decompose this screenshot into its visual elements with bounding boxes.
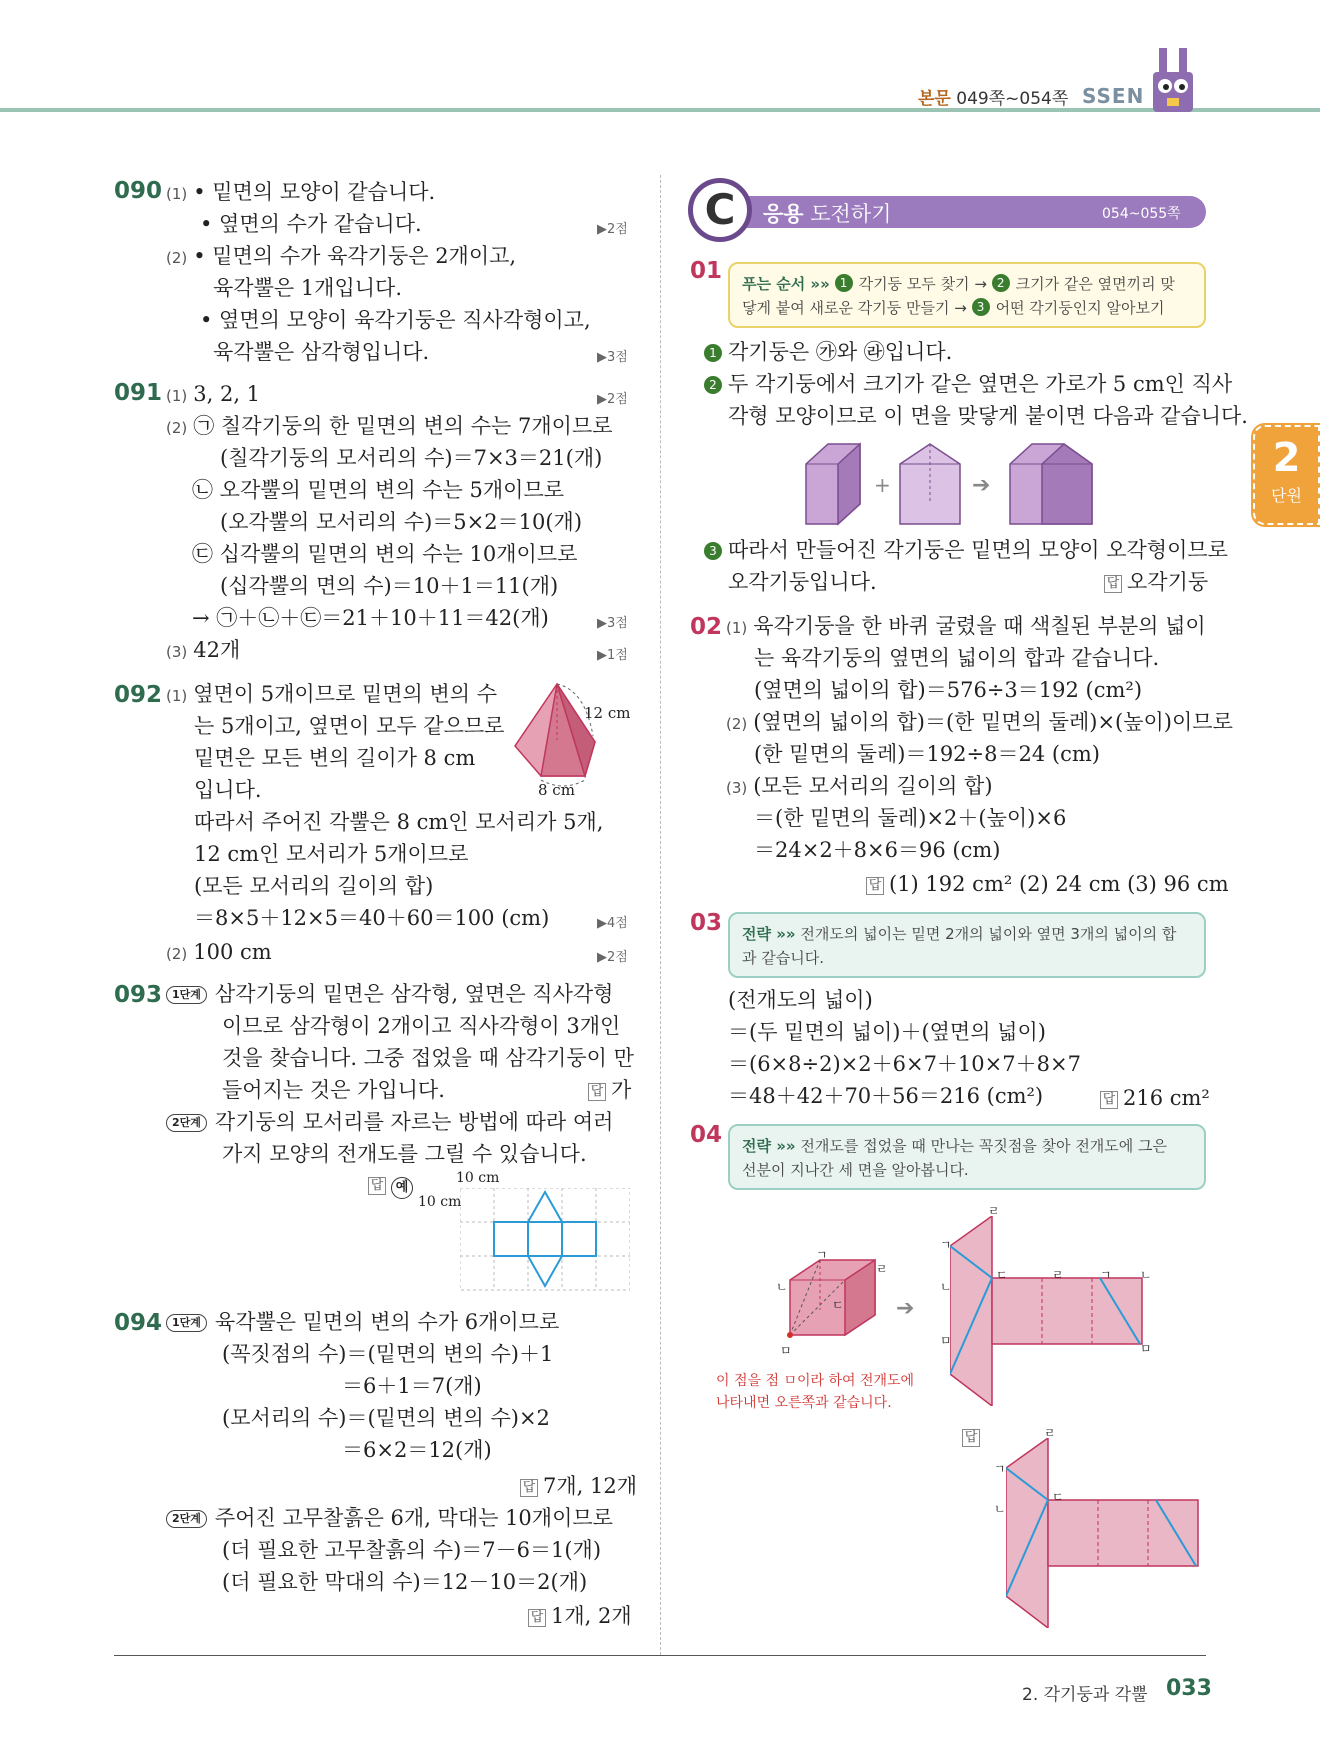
- q02-line8: ＝24×2＋8×6＝96 (cm): [754, 838, 1001, 862]
- cube-label-2: ㄴ: [776, 1280, 788, 1294]
- q03-line3: ＝(6×8÷2)×2＋6×7＋10×7＋8×7: [728, 1052, 1081, 1076]
- q094-answer1: 답 7개, 12개: [520, 1470, 637, 1502]
- q02-sub1: (1) 육각기둥을 한 바퀴 굴렸을 때 색칠된 부분의 넓이: [726, 614, 1206, 638]
- q01-line1: 1 각기둥은 ㉮와 ㉱입니다.: [704, 336, 952, 368]
- q090-sub1: (1) • 밑면의 모양이 같습니다.: [166, 180, 436, 204]
- banner-pages: 054~055쪽: [1102, 206, 1181, 222]
- footer-rule: [114, 1655, 1206, 1656]
- q01-line4: 3 따라서 만들어진 각기둥은 밑면의 모양이 오각형이므로: [704, 534, 1228, 566]
- q01-order-box: 푸는 순서 »» 1 각기둥 모두 찾기 → 2 크기가 같은 옆면끼리 맞 닿게 붙여 새로운 각기둥 만들기 → 3 어떤 각기둥인지 알아보기: [728, 262, 1206, 328]
- q092-line6: 12 cm인 모서리가 5개이므로: [194, 842, 469, 866]
- net-label-9: ㅁ: [1140, 1342, 1152, 1356]
- arrow-icon: ➔: [896, 1296, 915, 1321]
- q090-sub2: (2) • 밑면의 수가 육각기둥은 2개이고,: [166, 244, 517, 268]
- net-label-1: ㄹ: [988, 1204, 1000, 1218]
- q03-line4: ＝48＋42＋70＋56＝216 (cm²): [728, 1084, 1044, 1108]
- q092-number: 092: [114, 682, 163, 708]
- triangular-prism-net-figure: [460, 1188, 630, 1293]
- q092-pts1: ▶4점: [597, 916, 628, 931]
- q093-line6: 가지 모양의 전개도를 그릴 수 있습니다.: [222, 1142, 587, 1166]
- q094-line5: ＝6×2＝12(개): [342, 1438, 492, 1462]
- answer-net-label-3: ㄴ: [994, 1502, 1006, 1516]
- q091-line6: ㉢ 십각뿔의 밑면의 변의 수는 10개이므로: [192, 542, 578, 566]
- q091-sub2: (2) ㉠ 칠각기둥의 한 밑면의 변의 수는 7개이므로: [166, 414, 613, 438]
- answer-net-label-4: ㄷ: [1052, 1490, 1064, 1504]
- chapter-tab: [1253, 425, 1320, 525]
- q093-answer1: 답 가: [588, 1074, 631, 1106]
- banner-circle: C: [688, 178, 752, 242]
- header-rule: [0, 108, 1320, 112]
- q03-number: 03: [690, 910, 723, 936]
- q094-line4: (모서리의 수)＝(밑면의 변의 수)×2: [222, 1406, 550, 1430]
- q092-sub1: (1) 옆면이 5개이므로 밑면의 변의 수: [166, 682, 498, 706]
- net-label-7: ㄴ: [1140, 1268, 1152, 1282]
- cube-label-1: ㄱ: [816, 1248, 828, 1262]
- cube-label-5: ㅁ: [780, 1344, 792, 1358]
- net-label-2: ㄱ: [940, 1238, 952, 1252]
- q092-line3: 밑면은 모든 변의 길이가 8 cm: [194, 746, 476, 770]
- q093-fig-label-top: 10 cm: [456, 1170, 500, 1186]
- banner-title: 응용 도전하기: [763, 202, 892, 226]
- q092-fig-label-12: 12 cm: [584, 704, 631, 722]
- q01-number: 01: [690, 258, 723, 284]
- q03-line1: (전개도의 넓이): [728, 988, 873, 1012]
- q094-step1: 1단계 육각뿔은 밑면의 변의 수가 6개이므로: [166, 1306, 559, 1338]
- q092-fig-label-8: 8 cm: [538, 781, 575, 799]
- q02-sub3: (3) (모든 모서리의 길이의 합): [726, 774, 993, 798]
- q094-line7: (더 필요한 고무찰흙의 수)＝7－6＝1(개): [222, 1538, 602, 1562]
- q094-number: 094: [114, 1310, 163, 1336]
- q02-line2: 는 육각기둥의 옆면의 넓이의 합과 같습니다.: [754, 646, 1160, 670]
- cube-label-4: ㄹ: [876, 1262, 888, 1276]
- q02-number: 02: [690, 614, 723, 640]
- q093-line2: 이므로 삼각형이 2개이고 직사각형이 3개인: [222, 1014, 621, 1038]
- net-label-3: ㄴ: [940, 1280, 952, 1294]
- q094-line2: (꼭짓점의 수)＝(밑면의 변의 수)＋1: [222, 1342, 554, 1366]
- q02-line3: (옆면의 넓이의 합)＝576÷3＝192 (cm²): [754, 678, 1143, 702]
- net-label-8: ㅁ: [940, 1334, 952, 1348]
- q04-note-2: 나타내면 오른쪽과 같습니다.: [716, 1395, 892, 1411]
- header-ref: [918, 84, 1068, 109]
- q091-line8: → ㉠＋㉡＋㉢＝21＋10＋11＝42(개): [192, 606, 549, 630]
- q091-line7: (십각뿔의 면의 수)＝10＋1＝11(개): [220, 574, 559, 598]
- q093-line3: 것을 찾습니다. 그중 접었을 때 삼각기둥이 만: [222, 1046, 634, 1070]
- q091-sub1: (1) 3, 2, 1: [166, 382, 261, 406]
- chapter-tab-label: 단원: [1271, 486, 1302, 505]
- q04-answer-mark: 답: [962, 1424, 985, 1448]
- q090-pts2: ▶3점: [597, 350, 628, 365]
- q04-number: 04: [690, 1122, 723, 1148]
- q091-line3: (칠각기둥의 모서리의 수)＝7×3＝21(개): [220, 446, 603, 470]
- q02-line7: ＝(한 밑면의 둘레)×2＋(높이)×6: [754, 806, 1067, 830]
- q092-pts2: ▶2점: [597, 950, 628, 965]
- footer-page-number: 033: [1166, 1676, 1212, 1701]
- q090-number: 090: [114, 178, 163, 204]
- q01-line5: 오각기둥입니다.: [728, 570, 877, 594]
- q03-answer: 답 216 cm²: [1100, 1082, 1210, 1114]
- q093-number: 093: [114, 982, 163, 1008]
- q091-number: 091: [114, 380, 163, 406]
- q094-answer2: 답 1개, 2개: [528, 1600, 632, 1632]
- net-label-4: ㄷ: [996, 1268, 1008, 1282]
- q02-answer: 답 (1) 192 cm² (2) 24 cm (3) 96 cm: [866, 868, 1229, 900]
- net-label-6: ㄱ: [1100, 1268, 1112, 1282]
- header-ref-pages: 049쪽~054쪽: [956, 89, 1069, 109]
- q03-line2: ＝(두 밑면의 넓이)＋(옆면의 넓이): [728, 1020, 1046, 1044]
- q094-step2: 2단계 주어진 고무찰흙은 6개, 막대는 10개이므로: [166, 1502, 613, 1534]
- q093-step1: 1단계 삼각기둥의 밑면은 삼각형, 옆면은 직사각형: [166, 978, 613, 1010]
- q093-fig-label-left: 10 cm: [418, 1194, 462, 1210]
- header-ref-label: 본문: [918, 89, 951, 109]
- prism-combination-figure: [800, 440, 1100, 530]
- q090-line4: 육각뿔은 1개입니다.: [213, 276, 402, 300]
- q093-answer2: 답 예: [368, 1168, 413, 1200]
- svg-text:+: +: [874, 473, 891, 497]
- q091-pts3: ▶1점: [597, 648, 628, 663]
- q01-line2: 2 두 각기둥에서 크기가 같은 옆면은 가로가 5 cm인 직사: [704, 368, 1232, 400]
- q092-line4: 입니다.: [194, 778, 262, 802]
- q01-answer: 답 오각기둥: [1104, 566, 1208, 598]
- q090-line6: 육각뿔은 삼각형입니다.: [213, 340, 430, 364]
- cube-label-3: ㄷ: [832, 1298, 844, 1312]
- q094-line3: ＝6＋1＝7(개): [342, 1374, 482, 1398]
- q091-sub3: (3) 42개: [166, 638, 241, 662]
- cube-net-figure: [950, 1216, 1150, 1406]
- q02-sub2: (2) (옆면의 넓이의 합)＝(한 밑면의 둘레)×(높이)이므로: [726, 710, 1233, 734]
- q090-line2: • 옆면의 수가 같습니다.: [200, 212, 422, 236]
- q094-line8: (더 필요한 막대의 수)＝12－10＝2(개): [222, 1570, 588, 1594]
- q090-line5: • 옆면의 모양이 육각기둥은 직사각형이고,: [200, 308, 591, 332]
- q092-line8: ＝8×5＋12×5＝40＋60＝100 (cm): [194, 906, 550, 930]
- q01-line3: 각형 모양이므로 이 면을 맞닿게 붙이면 다음과 같습니다.: [728, 404, 1248, 428]
- q092-line7: (모든 모서리의 길이의 합): [194, 874, 434, 898]
- column-divider: [660, 175, 661, 1655]
- answer-net-label-1: ㄹ: [1044, 1426, 1056, 1440]
- q091-pts1: ▶2점: [597, 392, 628, 407]
- q092-sub2: (2) 100 cm: [166, 940, 272, 964]
- q092-line2: 는 5개이고, 옆면이 모두 같으므로: [194, 714, 505, 738]
- brand-logo: SSEN: [1082, 84, 1145, 108]
- q04-strategy-box: 전략 »» 전개도를 접었을 때 만나는 꼭짓점을 찾아 전개도에 그은 선분이 지나간 세 면을 알아봅니다.: [728, 1124, 1206, 1190]
- q091-line4: ㉡ 오각뿔의 밑면의 변의 수는 5개이므로: [192, 478, 565, 502]
- q02-line5: (한 밑면의 둘레)＝192÷8＝24 (cm): [754, 742, 1100, 766]
- answer-net-figure: [1006, 1438, 1206, 1628]
- q093-step2: 2단계 각기둥의 모서리를 자르는 방법에 따라 여러: [166, 1106, 613, 1138]
- footer-chapter: 2. 각기둥과 각뿔: [1022, 1685, 1148, 1705]
- mascot-icon: [1145, 44, 1205, 122]
- net-label-5: ㄹ: [1052, 1268, 1064, 1282]
- q091-pts2: ▶3점: [597, 616, 628, 631]
- q090-pts1: ▶2점: [597, 222, 628, 237]
- q091-line5: (오각뿔의 모서리의 수)＝5×2＝10(개): [220, 510, 583, 534]
- q03-strategy-box: 전략 »» 전개도의 넓이는 밑면 2개의 넓이와 옆면 3개의 넓이의 합 과 같습니다.: [728, 912, 1206, 978]
- svg-text:➔: ➔: [972, 473, 991, 498]
- answer-net-label-2: ㄱ: [994, 1462, 1006, 1476]
- q04-note-1: 이 점을 점 ㅁ이라 하여 전개도에: [716, 1373, 915, 1389]
- chapter-tab-number: 2: [1272, 435, 1301, 481]
- q093-line4: 들어지는 것은 가입니다.: [222, 1078, 445, 1102]
- q092-line5: 따라서 주어진 각뿔은 8 cm인 모서리가 5개,: [194, 810, 604, 834]
